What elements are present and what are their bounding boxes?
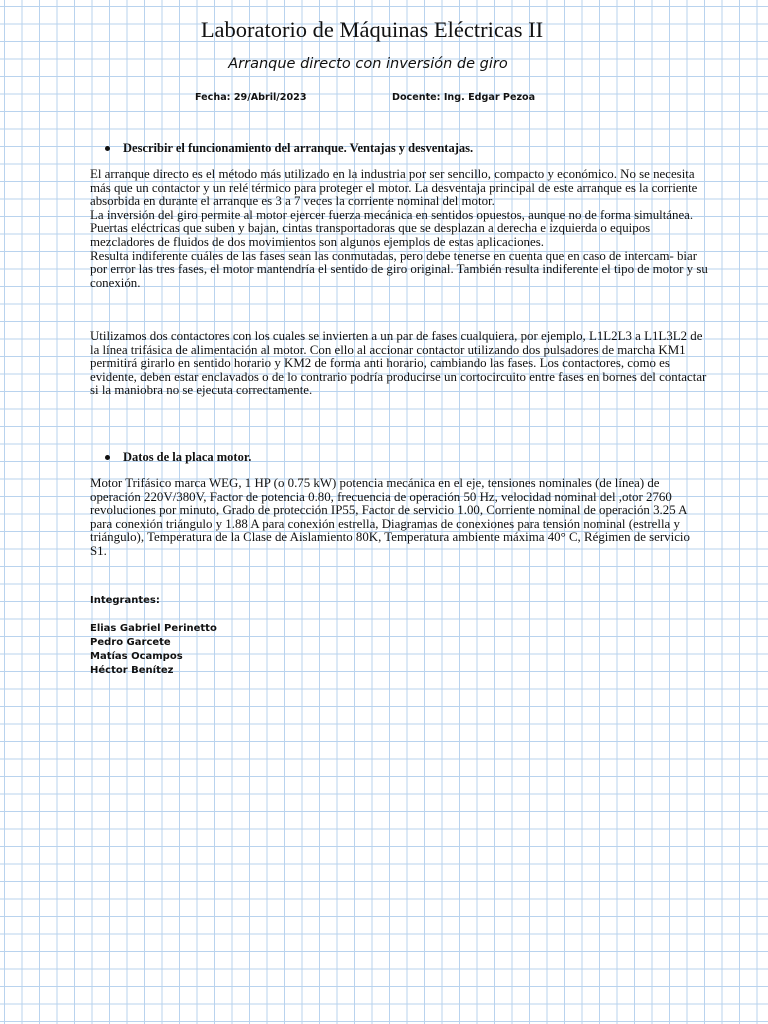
page-title: Laboratorio de Máquinas Eléctricas II	[200, 17, 544, 42]
teacher-label: Docente: Ing. Edgar Pezoa	[392, 92, 536, 103]
page-subtitle: Arranque directo con inversión de giro	[228, 56, 508, 72]
team-member: Matías Ocampos	[90, 651, 183, 662]
team-member: Pedro Garcete	[90, 637, 171, 648]
team-member: Elias Gabriel Perinetto	[90, 623, 217, 634]
team-member: Héctor Benítez	[90, 665, 174, 676]
bullet-icon	[105, 455, 110, 460]
section-heading-operation	[105, 140, 473, 156]
team-label: Integrantes:	[90, 595, 160, 606]
paragraph-line: Resulta indiferente cuáles de las fases sean las conmutadas, pero debe tenerse en cuenta que en caso de intercam- biar por error las tres fases, el motor mantendría el sentido de giro original. También resulta indiferente el tipo de motor y su conexión.	[90, 248, 708, 290]
date-label: Fecha: 29/Abril/2023	[195, 92, 307, 103]
nameplate-paragraph	[90, 477, 710, 559]
paragraph-text: Utilizamos dos contactores con los cuales se invierten a un par de fases cualquiera, por ejemplo, L1L2L3 a L1L3L2 de la línea trifásica de alimentación al motor. Con ello al accionar contactor utilizando dos pulsadores de marcha KM1 permitirá girarlo en sentido horario y KM2 de forma anti horario, cambiando las fases. Los contactores, como es evidente, deben estar enclavados o de lo contrario podría producirse un cortocircuito entre fases en bornes del contactar si la maniobra no se ejecuta correctamente.	[90, 329, 707, 398]
section-heading-nameplate	[105, 449, 251, 465]
section-heading-text: Describir el funcionamiento del arranque. Ventajas y desventajas.	[123, 141, 474, 155]
bullet-icon	[105, 146, 110, 151]
section-heading-text: Datos de la placa motor.	[123, 450, 252, 464]
paragraph-line: La inversión del giro permite al motor ejercer fuerza mecánica en sentidos opuestos, aunque no de forma simultánea. Puertas eléctricas que suben y bajan, cintas transportadoras que se desplazan a derecha e izquierda o equipos mezcladores de fluidos de dos movimientos son algunos ejemplos de estas aplicaciones.	[90, 207, 694, 249]
paragraph-text: Motor Trifásico marca WEG, 1 HP (o 0.75 kW) potencia mecánica en el eje, tensiones nominales (de línea) de operación 220V/380V, Factor de potencia 0.80, frecuencia de operación 50 Hz, velocidad nominal del ,otor 2760 revoluciones por minuto, Grado de protección IP55, Factor de servicio 1.00, Corriente nominal de operación 3.25 A para conexión triángulo y 1.88 A para conexión estrella, Diagramas de conexiones para tensión nominal (estrella y triángulo), Temperatura de la Clase de Aislamiento 80K, Temperatura ambiente máxima 40° C, Régimen de servicio S1.	[90, 476, 690, 558]
contactors-paragraph	[90, 330, 710, 398]
operation-paragraph	[90, 168, 710, 290]
team-members-list	[90, 622, 217, 678]
paragraph-line: El arranque directo es el método más utilizado en la industria por ser sencillo, compacto y económico. No se necesita más que un contactor y un relé térmico para proteger el motor. La desventaja principal de este arranque es la corriente absorbida en durante el arranque es 3 a 7 veces la corriente nominal del motor.	[90, 167, 698, 209]
